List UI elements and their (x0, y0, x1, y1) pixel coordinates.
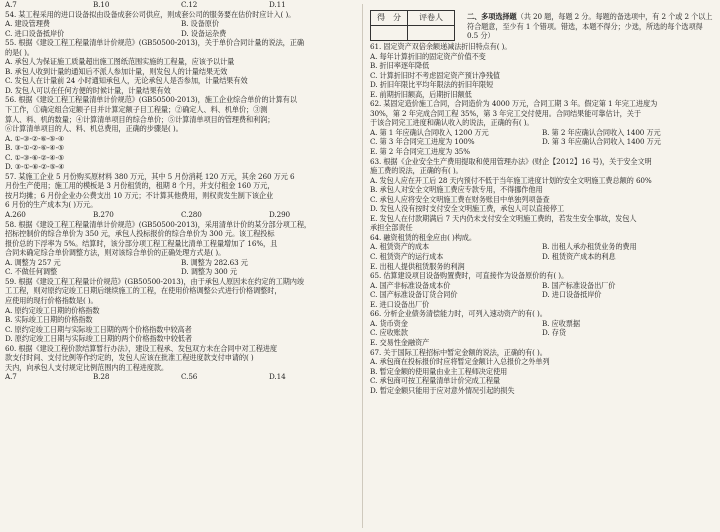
text-line: 58. 根据《建设工程工程量清单计价规范》(GB50500-2013)，采用清单计价的某分部分项工程， (5, 219, 312, 229)
text-line: 56. 根据《建设工程工程量清单计价规范》(GB50500-2013)，施工企业综合单价的计算有以 (5, 95, 297, 105)
score-header: 得 分 (371, 11, 408, 26)
option-row (5, 19, 357, 29)
section-instructions: （共 20 题，每题 2 分。每题的备选项中，有 2 个或 2 个以上符合题意，至少有 1 个错项。错选，本题不得分；少选，所选的每个选项得 0.5 分） (467, 12, 713, 40)
option-item: A. 租赁资产的成本 (370, 242, 430, 252)
option-item: B.28 (93, 372, 110, 382)
text-line: 合同未确定综合单价调整方法，则对该综合单价的正确处理方式是( )。 (5, 248, 226, 258)
option-item: B. 调整为 282.63 元 (181, 257, 248, 267)
option-item: B. 应收票据 (542, 318, 580, 328)
text-line: 64. 融资租赁的租金应由( )构成。 (370, 232, 476, 242)
grader-header: 评卷人 (408, 11, 455, 26)
option-item: C. 应收账款 (370, 328, 408, 338)
option-item: D.14 (269, 372, 286, 382)
option-item: D. 第 3 年应确认合同收入 1400 万元 (542, 137, 661, 147)
text-line: 60. 根据《建设工程价款结算暂行办法》，建设工程承、发包双方未在合同中对工程进度 (5, 343, 277, 353)
text-line: D. 折旧年限比平均年限法的折旧年限短 (370, 80, 494, 90)
option-row (370, 252, 714, 262)
text-line: 66. 分析企业债务清偿能力时，可列入速动资产的有( )。 (370, 309, 547, 319)
option-row (5, 0, 357, 10)
text-line: C. 计算折旧时不考虑固定资产预计净残值 (370, 70, 501, 80)
text-line: C. 承包商可按工程量清单计价完成工程量 (370, 376, 501, 386)
option-item: D. 存货 (542, 328, 566, 338)
text-line: E. 交易性金融资产 (370, 337, 430, 347)
right-questions (370, 42, 714, 395)
option-item: C. 不做任何调整 (5, 267, 58, 277)
text-line: D. 发包人没有按时支付安全文明施工费，承包人可以直接停工 (370, 204, 565, 214)
text-line: 施工费的说法，正确的有( )。 (370, 166, 463, 176)
option-item: C.12 (181, 0, 198, 9)
option-item: A. 国产非标准设备成本价 (370, 280, 451, 290)
text-line: A. ①-③-②-⑥-⑤-④ (5, 133, 65, 143)
option-row (370, 281, 714, 291)
score-table (370, 10, 455, 41)
text-line: 承担全部责任 (370, 223, 413, 233)
text-line: 63. 根据《企业安全生产费用提取和使用管理办法》(财企【2012】16 号)，关于安全文明 (370, 156, 652, 166)
text-line: D. 原约定竣工日期与实际竣工日期的两个价格指数中较低者 (5, 334, 192, 344)
option-item: C. 租赁资产的运行成本 (370, 252, 444, 262)
option-item: A. 货币资金 (370, 318, 408, 328)
text-line: B. 承包人收到计量的通知后不派人参加计量，则发包人的计量结果无效 (5, 66, 228, 76)
option-row (5, 267, 357, 277)
text-line: 月份生产使用；施工用的模板是 3 月份租赁的，租期 8 个月，并支付租金 160 万元， (5, 181, 275, 191)
text-line: 算人、料、机的数量；④计算清单项目的综合单价；⑤计算清单项目的管理费和利润； (5, 114, 275, 124)
option-item: D. 租赁资产成本的利息 (542, 252, 616, 262)
option-item: D. 设备运杂费 (181, 28, 227, 38)
option-item: B. 设备原价 (181, 19, 219, 29)
text-line: E. 出租人提供租赁服务的利润 (370, 261, 465, 271)
score-cell[interactable] (371, 26, 408, 41)
option-row (370, 290, 714, 300)
option-row (5, 210, 357, 220)
text-line: B. 实际竣工日期的价格指数 (5, 315, 93, 325)
option-row (370, 242, 714, 252)
section-intro (455, 12, 714, 41)
text-line: 54. 某工程采用的进口设备拟由设备成套公司供应，则成套公司的服务要在估价时应计入( )。 (5, 9, 296, 19)
option-item: C. 国产标准设备订货合同价 (370, 290, 458, 300)
option-item: A. 调整为 257 元 (5, 257, 61, 267)
text-line: 报价总的下浮率为 5%。结算时，该分部分项工程工程量比清单工程量增加了 16%，且 (5, 238, 278, 248)
text-line: 59. 根据《建设工程工程量计价规范》(GB50500-2013)，由于承包人原因未在约定的工期内竣 (5, 276, 304, 286)
option-row (370, 319, 714, 329)
option-item: C. 第 3 年合同完工进度为 100% (370, 137, 475, 147)
text-line: C. ①-③-⑥-②-④-⑤ (5, 152, 65, 162)
option-row (5, 258, 357, 268)
right-column (370, 0, 714, 532)
text-line: 于该合同完工进度和确认收入的说法，正确的有( )。 (370, 118, 534, 128)
option-row (5, 372, 357, 382)
text-line: 应使用的现行价格指数是( )。 (5, 295, 98, 305)
text-line: C. 原约定竣工日期与实际竣工日期的两个价格指数中较高者 (5, 324, 192, 334)
option-item: B. 第 2 年应确认合同收入 1400 万元 (542, 127, 661, 137)
text-line: 的是( )。 (5, 47, 34, 57)
text-line: C. 承包人应将安全文明施工费在财务账目中单独列项备查 (370, 194, 550, 204)
option-item: A.7 (5, 0, 17, 9)
option-row (370, 128, 714, 138)
section-title: 二、多项选择题 (467, 12, 517, 21)
option-item: C.280 (181, 210, 202, 220)
option-item: D.290 (269, 210, 291, 220)
grader-cell[interactable] (408, 26, 455, 41)
text-line: D. ③-①-⑥-②-⑤-④ (5, 162, 65, 172)
text-line: 30%，第 2 年完成合同工程 35%，第 3 年完工交付使用。合同结果能可靠估计，关于 (370, 108, 641, 118)
text-line: 67. 关于国际工程招标中暂定金额的说法，正确的有( )。 (370, 347, 547, 357)
option-item: A.260 (5, 210, 26, 220)
text-line: B. 暂定金额的使用量由业主工程师决定使用 (370, 366, 508, 376)
text-line: B. 折旧率逐年降低 (370, 61, 430, 71)
text-line: 55. 根据《建设工程工程量清单计价规范》(GB50500-2013)，关于单价合同计量的说法，正确 (5, 38, 304, 48)
text-line: A. 每年计算折旧的固定资产价值不变 (370, 51, 486, 61)
option-item: C. 进口设备抵岸价 (5, 28, 65, 38)
column-divider (362, 4, 363, 528)
option-item: D.11 (269, 0, 286, 9)
text-line: A. 发包人应在开工后 28 天内预付不低于当年施工进度计划的安全文明施工费总额的 60% (370, 175, 652, 185)
text-line: 下工作，①确定组合定额子目并计算定额子目工程量；②确定人、料、机单价；③测 (5, 105, 268, 115)
option-item: A.7 (5, 372, 17, 382)
text-line: 62. 某固定造价施工合同，合同造价为 4000 万元，合同工期 3 年。假定第 1 年完工进度为 (370, 99, 658, 109)
text-line: 65. 估算建设项目设备购置费时，可直接作为设备原价的有( )。 (370, 271, 569, 281)
text-line: E. 进口设备出厂价 (370, 299, 430, 309)
text-line: E. 发包人在付款期满后 7 天内仍未支付安全文明施工费的，若发生安全事故，发包人 (370, 213, 637, 223)
text-line: 61. 固定资产双倍余额递减法折旧特点有( )。 (370, 42, 512, 51)
text-line: A. 承包商在投标报价时应将暂定金额计入总报价之外单列 (370, 357, 550, 367)
text-line: E. 前期折旧额高，后期折旧额低 (370, 89, 472, 99)
option-item: D. 进口设备抵岸价 (542, 290, 602, 300)
text-line: C. 发包人在计量前 24 小时通知承包人，无论承包人是否参加，计量结果有效 (5, 76, 248, 86)
text-line: 6 月份的生产成本为( )万元。 (5, 200, 98, 210)
option-item: B.10 (93, 0, 110, 9)
option-item: B.270 (93, 210, 114, 220)
text-line: 招标控制价的综合单价为 350 元，承包人投标报价的综合单价为 300 元。该工程投标 (5, 229, 275, 239)
text-line: 按月均摊；6 月份企业办公费支出 10 万元；不计算其他费用，则权责发生制下该企业 (5, 190, 274, 200)
text-line: B. 承包人对安全文明施工费应专款专用，不得挪作他用 (370, 185, 543, 195)
option-row (370, 328, 714, 338)
option-item: A. 第 1 年应确认合同收入 1200 万元 (370, 127, 489, 137)
text-line: A. 承包人为保证施工质量超出施工图纸范围实施的工程量，应该予以计量 (5, 57, 235, 67)
left-column (5, 0, 357, 532)
text-line: 57. 某施工企业 5 月份购买原材料 380 万元，其中 5 月份消耗 120 万元，其余 260 万元 6 (5, 171, 295, 181)
option-item: B. 出租人承办租赁业务的费用 (542, 242, 637, 252)
option-item: A. 建设管理费 (5, 19, 50, 29)
text-line: A. 原约定竣工日期的价格指数 (5, 305, 100, 315)
section-header (370, 0, 714, 42)
text-line: D. 暂定金额只能用于应对意外情况引起的损失 (370, 385, 515, 395)
option-row (5, 29, 357, 39)
text-line: E. 第 2 年合同完工进度为 35% (370, 147, 471, 157)
option-item: C.56 (181, 372, 198, 382)
text-line: 天内，向承包人支付规定比例范围内的工程进度款。 (5, 362, 169, 372)
text-line: D. 发包人可以在任何方便的时候计量，计量结果有效 (5, 85, 171, 95)
option-item: B. 国产标准设备出厂价 (542, 280, 616, 290)
text-line: 工工程，则对原约定竣工日期后继续施工的工程，在使用价格调整公式进行价格调整时， (5, 286, 282, 296)
text-line: ⑥计算清单项目的人、料、机总费用，正确的步骤是( )。 (5, 124, 183, 134)
text-line: 款支付时间、支付比例等作约定的，发包人应该在批准工程进度款支付申请的( ) (5, 353, 254, 363)
text-line: B. ③-①-②-⑥-④-⑤ (5, 143, 65, 153)
option-row (370, 137, 714, 147)
option-item: D. 调整为 300 元 (181, 267, 237, 277)
